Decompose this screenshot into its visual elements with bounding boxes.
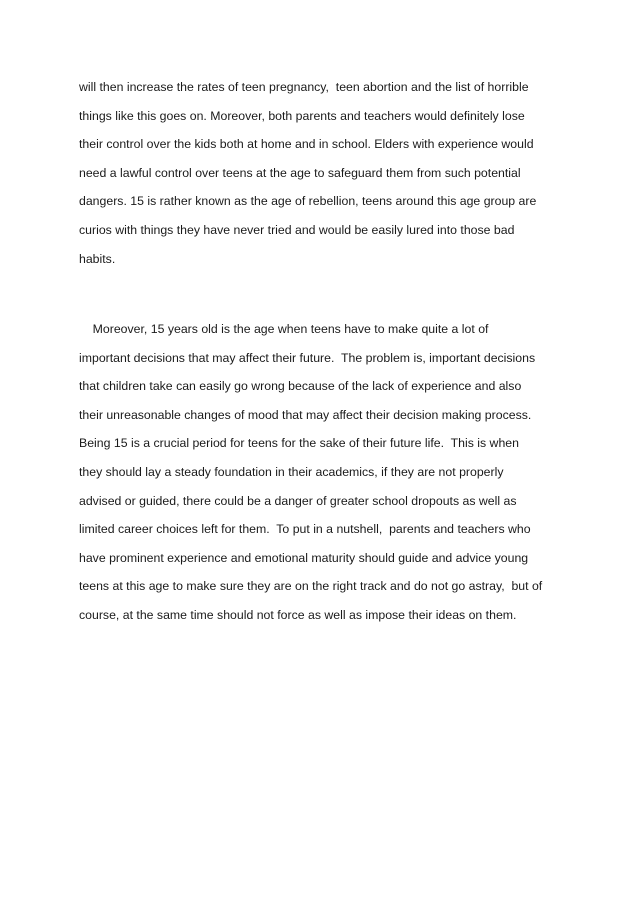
text-line: Being 15 is a crucial period for teens for the sake of their future life. This is when [79, 436, 519, 451]
text-line: their control over the kids both at home and in school. Elders with experience would [79, 137, 534, 152]
text-line: will then increase the rates of teen pregnancy, teen abortion and the list of horrible [79, 80, 529, 94]
text-line: dangers. 15 is rather known as the age of rebellion, teens around this age group are [79, 194, 537, 209]
text-line: have prominent experience and emotional maturity should guide and advice young [79, 550, 529, 565]
text-line: habits. [79, 251, 116, 266]
text-line: advised or guided, there could be a danger of greater school dropouts as well as [79, 493, 517, 508]
text-line: their unreasonable changes of mood that may affect their decision making process. [79, 407, 532, 422]
text-line: teens at this age to make sure they are on the right track and do not go astray, but of [79, 579, 543, 594]
text-line: curios with things they have never tried and would be easily lured into those bad [79, 223, 515, 237]
text-line: important decisions that may affect their future. The problem is, important decisions [79, 350, 536, 365]
text-line: Moreover, 15 years old is the age when teens have to make quite a lot of [79, 322, 489, 336]
text-line: course, at the same time should not force as well as impose their ideas on them. [79, 608, 517, 622]
text-line: things like this goes on. Moreover, both parents and teachers would definitely lose [79, 108, 525, 123]
text-line: that children take can easily go wrong because of the lack of experience and also [79, 379, 522, 394]
text-line: limited career choices left for them. To put in a nutshell, parents and teachers who [79, 522, 531, 537]
text-line: they should lay a steady foundation in their academics, if they are not properly [79, 465, 504, 479]
text-line: need a lawful control over teens at the age to safeguard them from such potential [79, 165, 521, 180]
